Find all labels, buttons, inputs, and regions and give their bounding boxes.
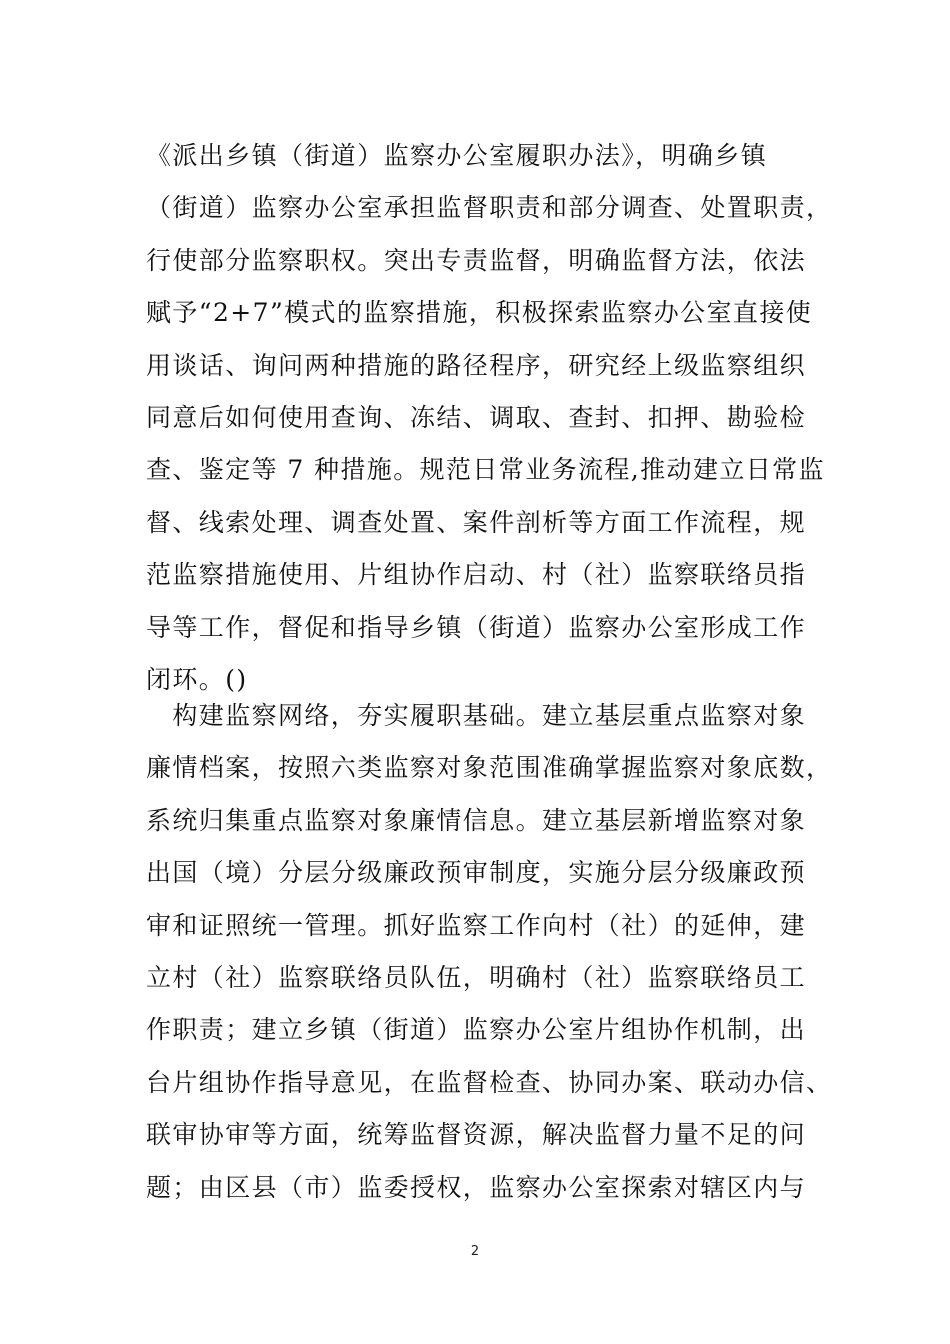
paragraph-line: 题；由区县（市）监委授权，监察办公室探索对辖区内与 (146, 1172, 807, 1202)
page-number: 2 (470, 1244, 480, 1259)
paragraph-line: 《派出乡镇（街道）监察办公室履职办法》，明确乡镇 (146, 141, 768, 170)
paragraph-line: 导等工作，督促和指导乡镇（街道）监察办公室形成工作 (146, 612, 807, 642)
paragraph-line: 廉情档案，按照六类监察对象范围准确掌握监察对象底数， (146, 753, 833, 783)
paragraph-line: 赋予“2+7”模式的监察措施，积极探索监察办公室直接使 (146, 298, 813, 328)
paragraph-line: 构建监察网络，夯实履职基础。建立基层重点监察对象 (146, 701, 807, 730)
paragraph-line: 闭环。() (146, 664, 248, 694)
paragraph-line: 立村（社）监察联络员队伍，明确村（社）监察联络员工 (146, 962, 807, 992)
paragraph-line: 联审协审等方面，统筹监督资源，解决监督力量不足的问 (146, 1120, 807, 1150)
paragraph-line: 查、鉴定等 7 种措施。规范日常业务流程,推动建立日常监 (146, 455, 825, 485)
paragraph-2 (146, 690, 833, 1214)
paragraph-line: 范监察措施使用、片组协作启动、村（社）监察联络员指 (146, 560, 807, 590)
paragraph-line: 审和证照统一管理。抓好监察工作向村（社）的延伸，建 (146, 910, 807, 940)
paragraph-1 (146, 130, 833, 706)
paragraph-line: 督、线索处理、调查处置、案件剖析等方面工作流程，规 (146, 507, 807, 537)
paragraph-line: 台片组协作指导意见，在监督检查、协同办案、联动办信、 (146, 1067, 833, 1097)
paragraph-line: 系统归集重点监察对象廉情信息。建立基层新增监察对象 (146, 805, 807, 835)
paragraph-line: 作职责；建立乡镇（街道）监察办公室片组协作机制，出 (146, 1015, 807, 1045)
paragraph-line: 用谈话、询问两种措施的路径程序，研究经上级监察组织 (146, 350, 807, 380)
paragraph-line: 同意后如何使用查询、冻结、调取、查封、扣押、勘验检 (146, 402, 807, 432)
paragraph-line: 出国（境）分层分级廉政预审制度，实施分层分级廉政预 (146, 858, 807, 888)
paragraph-line: 行使部分监察职权。突出专责监督，明确监督方法，依法 (146, 245, 807, 275)
paragraph-line: （街道）监察办公室承担监督职责和部分调查、处置职责， (146, 193, 833, 223)
